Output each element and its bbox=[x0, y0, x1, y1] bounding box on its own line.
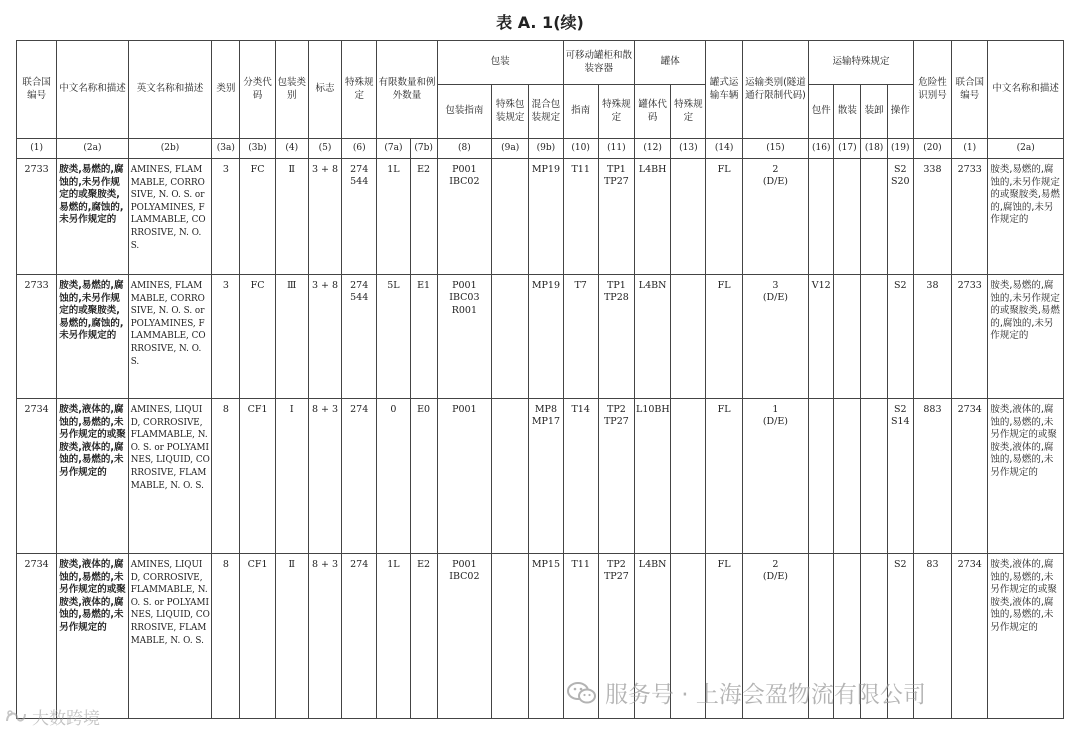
cell-c7b: E0 bbox=[410, 399, 437, 554]
cell-line: IBC03 bbox=[449, 292, 480, 304]
col-header-loading: 装卸 bbox=[861, 85, 887, 139]
cell-c20: 83 bbox=[913, 554, 951, 719]
col-header-class: 类别 bbox=[212, 41, 240, 139]
cell-line: S2 bbox=[893, 404, 907, 415]
col-group-portable-tanks: 可移动罐柜和散装容器 bbox=[563, 41, 634, 85]
brand-logo-icon bbox=[4, 707, 28, 727]
cell-zh2: 胺类,液体的,腐蚀的,易燃的,未另作规定的或聚胺类,液体的,腐蚀的,易燃的,未另作规定的 bbox=[988, 554, 1064, 719]
column-number: (3a) bbox=[212, 139, 240, 159]
col-header-un-repeat: 联合国编号 bbox=[952, 41, 988, 139]
cell-en: AMINES, LIQUID, CORROSIVE, FLAMMABLE, N. O. S. or POLYAMINES, LIQUID, CORROSIVE, FLAMMABLE, N. O. S. bbox=[128, 399, 212, 554]
cell-line: TP1 bbox=[607, 280, 626, 291]
column-number: (14) bbox=[706, 139, 742, 159]
cell-c15 bbox=[742, 399, 808, 554]
cell-line: 544 bbox=[350, 292, 369, 304]
cell-line: S20 bbox=[890, 176, 910, 188]
col-header-tank-code: 罐体代码 bbox=[635, 85, 671, 139]
cell-line: (D/E) bbox=[762, 416, 789, 428]
cell-c11 bbox=[598, 159, 634, 275]
column-number: (19) bbox=[887, 139, 913, 159]
cell-c9a bbox=[492, 275, 529, 399]
table-row bbox=[17, 159, 1064, 275]
cell-c6 bbox=[342, 554, 377, 719]
table-row bbox=[17, 399, 1064, 554]
col-header-tank-code-special: 特殊规定 bbox=[671, 85, 706, 139]
cell-zh2: 胺类,易燃的,腐蚀的,未另作规定的或聚胺类,易燃的,腐蚀的,未另作规定的 bbox=[988, 159, 1064, 275]
cell-line: TP27 bbox=[603, 571, 629, 583]
cell-en: AMINES, LIQUID, CORROSIVE, FLAMMABLE, N. O. S. or POLYAMINES, LIQUID, CORROSIVE, FLAMMABLE, N. O. S. bbox=[128, 554, 212, 719]
cell-c10: T11 bbox=[563, 554, 598, 719]
cell-line: MP8 bbox=[534, 404, 557, 415]
cell-c19 bbox=[887, 159, 913, 275]
cell-c8 bbox=[437, 399, 491, 554]
cell-en: AMINES, FLAMMABLE, CORROSIVE, N. O. S. or POLYAMINES, FLAMMABLE, CORROSIVE, N. O. S. bbox=[128, 275, 212, 399]
column-number: (9a) bbox=[492, 139, 529, 159]
cell-c17 bbox=[834, 159, 861, 275]
col-header-limited-quantities: 有限数量和例外数量 bbox=[377, 41, 437, 139]
cell-c19 bbox=[887, 399, 913, 554]
service-watermark bbox=[567, 676, 926, 709]
column-number: (9b) bbox=[529, 139, 563, 159]
cell-c6 bbox=[342, 275, 377, 399]
col-header-hazard-id: 危险性识别号 bbox=[913, 41, 951, 139]
cell-line: (D/E) bbox=[762, 176, 789, 188]
column-number: (16) bbox=[809, 139, 834, 159]
cell-un2: 2734 bbox=[952, 554, 988, 719]
cell-line: P001 bbox=[452, 404, 477, 415]
column-number: (2a) bbox=[57, 139, 128, 159]
cell-c3b: FC bbox=[240, 275, 275, 399]
cell-line: TP2 bbox=[607, 559, 626, 570]
col-header-packing-instructions: 包装指南 bbox=[437, 85, 491, 139]
column-number: (11) bbox=[598, 139, 634, 159]
cell-c18 bbox=[861, 275, 887, 399]
column-number: (8) bbox=[437, 139, 491, 159]
cell-line: MP15 bbox=[531, 559, 561, 570]
cell-c20: 883 bbox=[913, 399, 951, 554]
cell-c14: FL bbox=[706, 554, 742, 719]
cell-line: P001 bbox=[452, 280, 477, 291]
cell-line: 1 bbox=[772, 404, 779, 415]
cell-c9a bbox=[492, 554, 529, 719]
cell-en: AMINES, FLAMMABLE, CORROSIVE, N. O. S. or POLYAMINES, FLAMMABLE, CORROSIVE, N. O. S. bbox=[128, 159, 212, 275]
cell-c7b: E2 bbox=[410, 159, 437, 275]
cell-c8 bbox=[437, 554, 491, 719]
column-number: (2b) bbox=[128, 139, 212, 159]
col-group-packaging: 包装 bbox=[437, 41, 563, 85]
cell-c7b: E1 bbox=[410, 275, 437, 399]
cell-c9b bbox=[529, 399, 563, 554]
cell-c17 bbox=[834, 275, 861, 399]
cell-line: TP27 bbox=[603, 176, 629, 188]
wechat-icon bbox=[567, 681, 597, 705]
cell-c16 bbox=[809, 399, 834, 554]
cell-un2: 2733 bbox=[952, 275, 988, 399]
cell-line: 274 bbox=[350, 164, 369, 175]
col-header-operation: 操作 bbox=[887, 85, 913, 139]
cell-c7a: 1L bbox=[377, 159, 410, 275]
col-header-labels: 标志 bbox=[308, 41, 341, 139]
cell-c3a: 8 bbox=[212, 554, 240, 719]
col-header-zh-name: 中文名称和描述 bbox=[57, 41, 128, 139]
column-number: (7a) bbox=[377, 139, 410, 159]
cell-zh: 胺类,液体的,腐蚀的,易燃的,未另作规定的或聚胺类,液体的,腐蚀的,易燃的,未另作规定的 bbox=[57, 554, 128, 719]
cell-c12: L10BH bbox=[635, 399, 671, 554]
column-number: (1) bbox=[17, 139, 57, 159]
cell-c8 bbox=[437, 159, 491, 275]
column-number: (1) bbox=[952, 139, 988, 159]
cell-c11 bbox=[598, 399, 634, 554]
cell-c4: Ⅲ bbox=[275, 275, 308, 399]
cell-c4: Ⅱ bbox=[275, 554, 308, 719]
column-number: (20) bbox=[913, 139, 951, 159]
cell-line: TP2 bbox=[607, 404, 626, 415]
cell-c18 bbox=[861, 399, 887, 554]
cell-line: 2 bbox=[772, 164, 779, 175]
cell-c12: L4BN bbox=[635, 275, 671, 399]
cell-c9b bbox=[529, 554, 563, 719]
column-number: (10) bbox=[563, 139, 598, 159]
cell-un: 2733 bbox=[17, 159, 57, 275]
cell-c17 bbox=[834, 399, 861, 554]
cell-c6 bbox=[342, 159, 377, 275]
cell-line: 274 bbox=[350, 404, 369, 415]
cell-line: 274 bbox=[350, 280, 369, 291]
cell-c3b: CF1 bbox=[240, 399, 275, 554]
cell-c15 bbox=[742, 159, 808, 275]
dangerous-goods-table bbox=[16, 40, 1064, 719]
cell-line: TP27 bbox=[603, 416, 629, 428]
col-header-special-packing: 特殊包装规定 bbox=[492, 85, 529, 139]
cell-c3a: 3 bbox=[212, 159, 240, 275]
cell-c16 bbox=[809, 159, 834, 275]
col-group-transport-special: 运输特殊规定 bbox=[809, 41, 914, 85]
cell-line: 274 bbox=[350, 559, 369, 570]
cell-line: (D/E) bbox=[762, 292, 789, 304]
cell-c3b: CF1 bbox=[240, 554, 275, 719]
cell-line: MP19 bbox=[531, 280, 561, 291]
cell-line: TP1 bbox=[607, 164, 626, 175]
cell-c16: V12 bbox=[809, 275, 834, 399]
column-number: (4) bbox=[275, 139, 308, 159]
cell-c7a: 0 bbox=[377, 399, 410, 554]
cell-c4: Ⅱ bbox=[275, 159, 308, 275]
column-number: (3b) bbox=[240, 139, 275, 159]
cell-c4: I bbox=[275, 399, 308, 554]
column-number: (15) bbox=[742, 139, 808, 159]
cell-c9a bbox=[492, 159, 529, 275]
column-number: (7b) bbox=[410, 139, 437, 159]
cell-line: 3 bbox=[772, 280, 779, 291]
cell-un: 2733 bbox=[17, 275, 57, 399]
cell-c9b bbox=[529, 159, 563, 275]
cell-c5: 3 + 8 bbox=[308, 159, 341, 275]
cell-c19 bbox=[887, 275, 913, 399]
column-number: (2a) bbox=[988, 139, 1064, 159]
cell-line: MP17 bbox=[531, 416, 561, 428]
cell-c3a: 8 bbox=[212, 399, 240, 554]
cell-c10: T11 bbox=[563, 159, 598, 275]
cell-line: S14 bbox=[890, 416, 910, 428]
cell-line: S2 bbox=[893, 280, 907, 291]
cell-un: 2734 bbox=[17, 554, 57, 719]
cell-c6 bbox=[342, 399, 377, 554]
column-number: (12) bbox=[635, 139, 671, 159]
cell-line: IBC02 bbox=[449, 571, 480, 583]
service-watermark-text: 服务号 · 上海会盈物流有限公司 bbox=[605, 682, 926, 708]
cell-c18 bbox=[861, 159, 887, 275]
cell-c9a bbox=[492, 399, 529, 554]
col-header-tank-instructions: 指南 bbox=[563, 85, 598, 139]
cell-c12: L4BN bbox=[635, 554, 671, 719]
cell-un: 2734 bbox=[17, 399, 57, 554]
col-header-packing-group: 包装类别 bbox=[275, 41, 308, 139]
col-header-transport-category: 运输类别(隧道通行限制代码) bbox=[742, 41, 808, 139]
col-header-un: 联合国编号 bbox=[17, 41, 57, 139]
cell-zh2: 胺类,易燃的,腐蚀的,未另作规定的或聚胺类,易燃的,腐蚀的,未另作规定的 bbox=[988, 275, 1064, 399]
cell-c3a: 3 bbox=[212, 275, 240, 399]
cell-un2: 2734 bbox=[952, 399, 988, 554]
cell-line: S2 bbox=[893, 559, 907, 570]
cell-line: P001 bbox=[452, 164, 477, 175]
cell-line: S2 bbox=[893, 164, 907, 175]
cell-c12: L4BH bbox=[635, 159, 671, 275]
column-number: (13) bbox=[671, 139, 706, 159]
cell-c14: FL bbox=[706, 399, 742, 554]
table-title: 表 A. 1(续) bbox=[496, 13, 584, 32]
table-row bbox=[17, 275, 1064, 399]
cell-c13 bbox=[671, 399, 706, 554]
column-number: (5) bbox=[308, 139, 341, 159]
cell-zh2: 胺类,液体的,腐蚀的,易燃的,未另作规定的或聚胺类,液体的,腐蚀的,易燃的,未另作规定的 bbox=[988, 399, 1064, 554]
column-number: (6) bbox=[342, 139, 377, 159]
cell-c7a: 1L bbox=[377, 554, 410, 719]
cell-line: P001 bbox=[452, 559, 477, 570]
brand-watermark-text: 大数跨境 bbox=[32, 709, 100, 729]
cell-c15 bbox=[742, 275, 808, 399]
column-number: (18) bbox=[861, 139, 887, 159]
header-row-1 bbox=[17, 41, 1064, 85]
col-header-special-provisions: 特殊规定 bbox=[342, 41, 377, 139]
cell-line: IBC02 bbox=[449, 176, 480, 188]
cell-un2: 2733 bbox=[952, 159, 988, 275]
col-header-packages: 包件 bbox=[809, 85, 834, 139]
cell-c5: 3 + 8 bbox=[308, 275, 341, 399]
cell-c7a: 5L bbox=[377, 275, 410, 399]
cell-c14: FL bbox=[706, 275, 742, 399]
cell-zh: 胺类,易燃的,腐蚀的,未另作规定的或聚胺类,易燃的,腐蚀的,未另作规定的 bbox=[57, 159, 128, 275]
cell-c13 bbox=[671, 159, 706, 275]
cell-line: 2 bbox=[772, 559, 779, 570]
cell-c13 bbox=[671, 275, 706, 399]
cell-c10: T7 bbox=[563, 275, 598, 399]
col-header-zh-name-repeat: 中文名称和描述 bbox=[988, 41, 1064, 139]
cell-c5: 8 + 3 bbox=[308, 554, 341, 719]
brand-watermark bbox=[4, 704, 100, 729]
col-header-tank-vehicle: 罐式运输车辆 bbox=[706, 41, 742, 139]
col-header-mixed-packing: 混合包装规定 bbox=[529, 85, 563, 139]
cell-line: 544 bbox=[350, 176, 369, 188]
cell-c3b: FC bbox=[240, 159, 275, 275]
cell-c10: T14 bbox=[563, 399, 598, 554]
cell-c9b bbox=[529, 275, 563, 399]
cell-zh: 胺类,液体的,腐蚀的,易燃的,未另作规定的或聚胺类,液体的,腐蚀的,易燃的,未另作规定的 bbox=[57, 399, 128, 554]
cell-c20: 38 bbox=[913, 275, 951, 399]
cell-c7b: E2 bbox=[410, 554, 437, 719]
column-number-row bbox=[17, 139, 1064, 159]
cell-c14: FL bbox=[706, 159, 742, 275]
col-header-class-code: 分类代码 bbox=[240, 41, 275, 139]
cell-line: MP19 bbox=[531, 164, 561, 175]
cell-zh: 胺类,易燃的,腐蚀的,未另作规定的或聚胺类,易燃的,腐蚀的,未另作规定的 bbox=[57, 275, 128, 399]
col-header-bulk: 散装 bbox=[834, 85, 861, 139]
cell-line: TP28 bbox=[603, 292, 629, 304]
cell-c11 bbox=[598, 275, 634, 399]
cell-line: (D/E) bbox=[762, 571, 789, 583]
column-number: (17) bbox=[834, 139, 861, 159]
col-group-tanks: 罐体 bbox=[635, 41, 706, 85]
cell-line: R001 bbox=[451, 304, 478, 316]
col-header-tank-special: 特殊规定 bbox=[598, 85, 634, 139]
cell-c5: 8 + 3 bbox=[308, 399, 341, 554]
col-header-en-name: 英文名称和描述 bbox=[128, 41, 212, 139]
cell-c8 bbox=[437, 275, 491, 399]
cell-c20: 338 bbox=[913, 159, 951, 275]
